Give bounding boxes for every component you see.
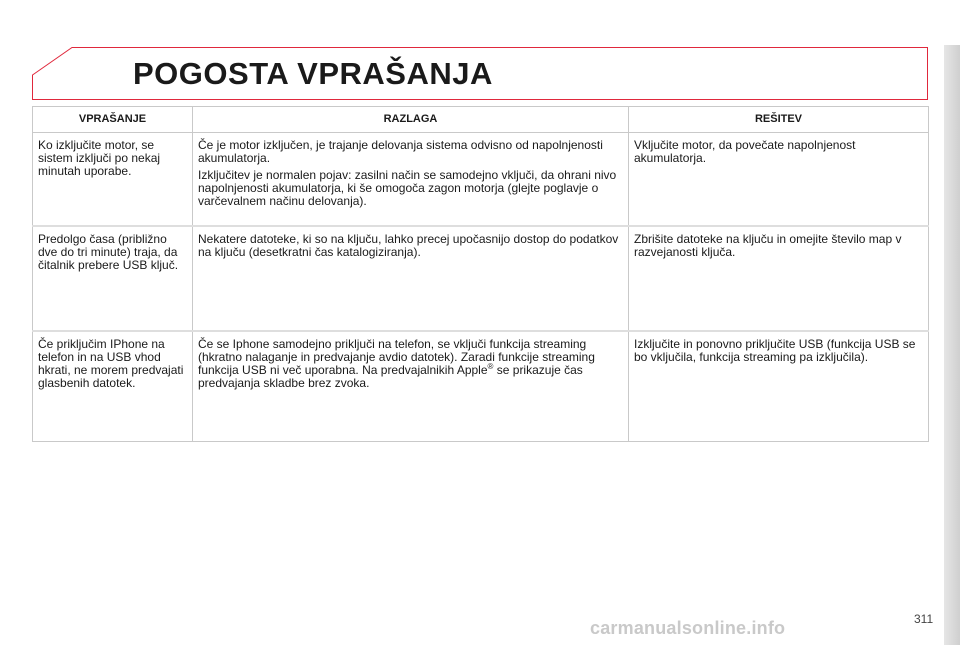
solution-cell [629, 226, 929, 331]
column-header-solution: REŠITEV [629, 107, 929, 133]
question-cell [33, 331, 193, 442]
explanation-cell [193, 226, 629, 331]
table-row [33, 226, 929, 331]
solution-text: Zbrišite datoteke na ključu in omejite število map v razvejanosti ključa. [634, 232, 902, 259]
question-cell [33, 226, 193, 331]
table-row [33, 331, 929, 442]
explanation-text: Če je motor izključen, je trajanje delovanja sistema odvisno od napolnjenosti akumulatorja. [198, 138, 603, 165]
table-header-row [33, 107, 929, 133]
question-text: Ko izključite motor, se sistem izključi po nekaj minutah uporabe. [38, 138, 161, 178]
question-cell [33, 133, 193, 227]
explanation-cell [193, 133, 629, 227]
registered-mark: ® [487, 362, 494, 371]
explanation-text-part: Če se Iphone samodejno priključi na telefon, se vključi funkcija streaming (hkratno nalaganje in predvajanje avdio datotek). Zaradi funkcije streaming funkcija USB ni več uporabna. Na predvajalnikih Apple [198, 337, 595, 377]
solution-cell [629, 331, 929, 442]
watermark: carmanualsonline.info [590, 618, 786, 638]
question-text: Če priključim IPhone na telefon in na USB vhod hkrati, ne morem predvajati glasbenih datotek. [38, 337, 184, 390]
page-title: POGOSTA VPRAŠANJA [133, 56, 493, 91]
title-banner [32, 47, 928, 100]
page-number: 311 [914, 612, 934, 626]
solution-text: Izključite in ponovno priključite USB (funkcija USB se bo vključila, funkcija streaming pa izključila). [634, 337, 916, 364]
explanation-cell [193, 331, 629, 442]
explanation-text [198, 338, 623, 390]
explanation-text-part: se prikazuje čas predvajanja skladbe brez zvoka. [198, 363, 583, 390]
explanation-text: Nekatere datoteke, ki so na ključu, lahko precej upočasnijo dostop do podatkov na ključu (desetkratni čas katalogiziranja). [198, 232, 619, 259]
column-header-question: VPRAŠANJE [33, 107, 193, 133]
solution-cell [629, 133, 929, 227]
column-header-explanation: RAZLAGA [193, 107, 629, 133]
solution-text: Vključite motor, da povečate napolnjenost akumulatorja. [634, 138, 856, 165]
question-text: Predolgo časa (približno dve do tri minute) traja, da čitalnik prebere USB ključ. [38, 232, 179, 272]
faq-table [32, 106, 929, 442]
explanation-text: Izključitev je normalen pojav: zasilni način se samodejno vključi, da ohrani nivo napolnjenosti akumulatorja, ki še omogoča zagon motorja (glejte poglavje o varčevalnem načinu delovanja). [198, 168, 617, 208]
table-row [33, 133, 929, 227]
page-edge-strip [944, 45, 960, 645]
